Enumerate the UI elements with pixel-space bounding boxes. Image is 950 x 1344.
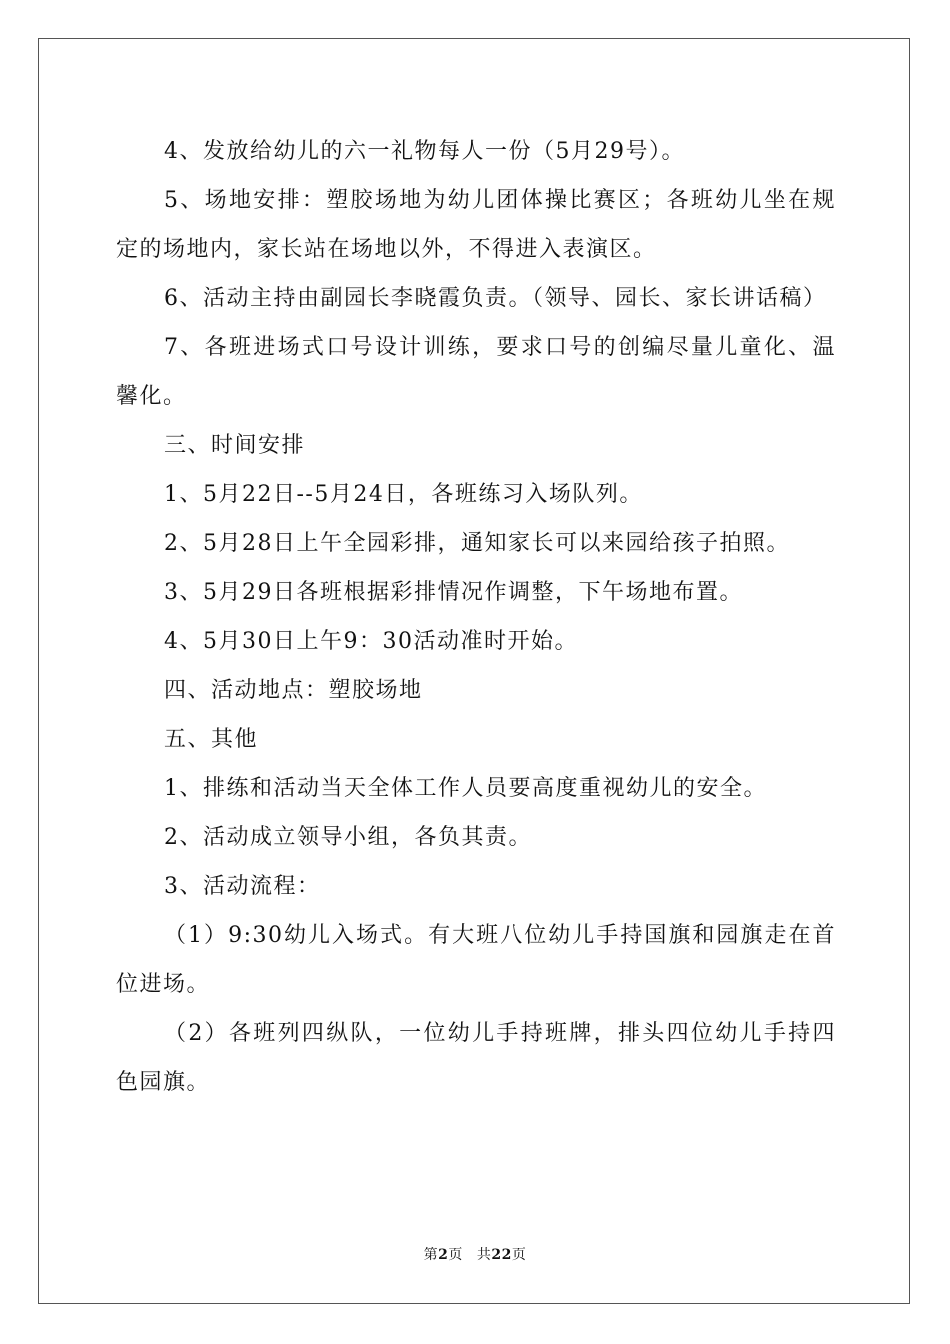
paragraph-4: 7、各班进场式口号设计训练，要求口号的创编尽量儿童化、温馨化。 — [116, 335, 836, 409]
paragraph-7: 2、5月28日上午全园彩排，通知家长可以来园给孩子拍照。 — [164, 531, 790, 556]
document-body — [116, 127, 836, 1107]
section-heading-other: 五、其他 — [164, 727, 259, 752]
paragraph-6: 1、5月22日--5月24日，各班练习入场队列。 — [164, 482, 643, 507]
paragraph-8: 3、5月29日各班根据彩排情况作调整，下午场地布置。 — [164, 580, 743, 605]
paragraph-12: 1、排练和活动当天全体工作人员要高度重视幼儿的安全。 — [164, 776, 767, 801]
page-footer — [0, 1244, 950, 1264]
footer-current-page: 2 — [438, 1247, 449, 1263]
paragraph-1: 4、发放给幼儿的六一礼物每人一份（5月29号）。 — [164, 139, 685, 164]
footer-total-prefix: 共 — [476, 1247, 492, 1263]
section-heading-location: 四、活动地点：塑胶场地 — [164, 678, 423, 703]
paragraph-16: （2）各班列四纵队，一位幼儿手持班牌，排头四位幼儿手持四色园旗。 — [116, 1021, 836, 1095]
paragraph-9: 4、5月30日上午9：30活动准时开始。 — [164, 629, 578, 654]
paragraph-3: 6、活动主持由副园长李晓霞负责。（领导、园长、家长讲话稿） — [164, 286, 827, 311]
footer-total-suffix: 页 — [511, 1247, 527, 1263]
paragraph-15: （1）9:30幼儿入场式。有大班八位幼儿手持国旗和园旗走在首位进场。 — [116, 923, 836, 997]
section-heading-time: 三、时间安排 — [164, 433, 306, 458]
paragraph-14: 3、活动流程： — [164, 874, 321, 899]
footer-page-word: 页 — [448, 1247, 463, 1263]
paragraph-2: 5、场地安排：塑胶场地为幼儿团体操比赛区；各班幼儿坐在规定的场地内，家长站在场地以外，不得进入表演区。 — [116, 188, 836, 262]
footer-prefix: 第 — [423, 1247, 439, 1263]
footer-total-pages: 22 — [491, 1247, 512, 1263]
paragraph-13: 2、活动成立领导小组，各负其责。 — [164, 825, 532, 850]
